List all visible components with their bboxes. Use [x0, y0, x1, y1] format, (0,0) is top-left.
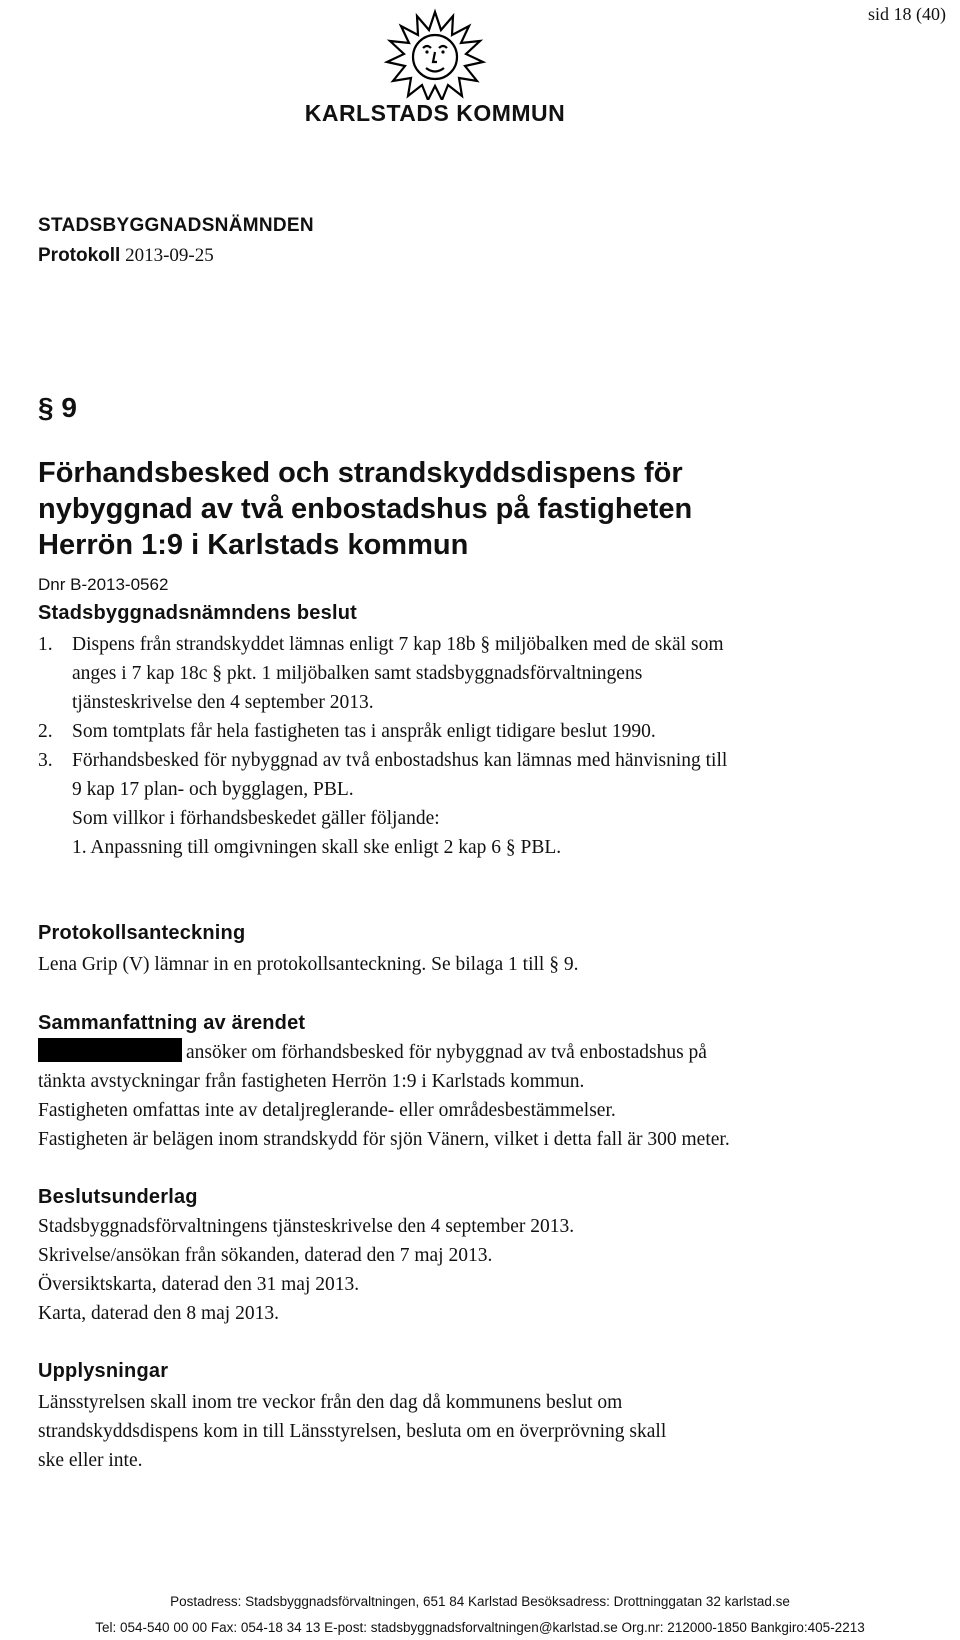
org-name: STADSBYGGNADSNÄMNDEN: [38, 215, 314, 236]
note-heading: Protokollsanteckning: [38, 922, 246, 944]
logo-text: KARLSTADS KOMMUN: [304, 100, 566, 126]
document-title: [38, 455, 918, 563]
summary-heading: Sammanfattning av ärendet: [38, 1012, 306, 1034]
info-text: [38, 1388, 666, 1475]
title-line: Förhandsbesked och strandskyddsdispens för: [38, 457, 683, 489]
list-item: [38, 630, 918, 717]
list-text: anges i 7 kap 18c § pkt. 1 miljöbalken samt stadsbyggnadsförvaltningens: [72, 663, 643, 684]
protocol-label: Protokoll: [38, 245, 121, 266]
basis-line: Skrivelse/ansökan från sökanden, daterad den 7 maj 2013.: [38, 1245, 493, 1266]
list-text: Som tomtplats får hela fastigheten tas i anspråk enligt tidigare beslut 1990.: [72, 721, 656, 742]
summary-line: Fastigheten är belägen inom strandskydd för sjön Vänern, vilket i detta fall är 300 meter.: [38, 1129, 730, 1150]
decision-heading: Stadsbyggnadsnämndens beslut: [38, 602, 357, 624]
list-text: 9 kap 17 plan- och bygglagen, PBL.: [72, 779, 354, 800]
basis-heading: Beslutsunderlag: [38, 1186, 198, 1208]
list-text: Förhandsbesked för nybyggnad av två enbostadshus kan lämnas med hänvisning till: [72, 750, 728, 771]
summary-text: [38, 1038, 938, 1154]
info-heading: Upplysningar: [38, 1360, 169, 1382]
paragraph-sign: § 9: [38, 392, 77, 423]
summary-line: ansöker om förhandsbesked för nybyggnad av två enbostadshus på: [38, 1038, 938, 1067]
summary-line: Fastigheten omfattas inte av detaljreglerande- eller områdesbestämmelser.: [38, 1100, 616, 1121]
protocol-line: [38, 245, 214, 267]
redacted-name: [38, 1038, 182, 1062]
list-text: 1. Anpassning till omgivningen skall ske enligt 2 kap 6 § PBL.: [72, 837, 562, 858]
list-text: Som villkor i förhandsbeskedet gäller följande:: [72, 808, 440, 829]
info-line: ske eller inte.: [38, 1450, 143, 1471]
footer-contact: Tel: 054-540 00 00 Fax: 054-18 34 13 E-post: stadsbyggnadsforvaltningen@karlstad.se Org.nr: 212000-1850 Bankgiro:405-2213: [95, 1620, 865, 1635]
info-line: Länsstyrelsen skall inom tre veckor från den dag då kommunens beslut om: [38, 1392, 623, 1413]
basis-line: Stadsbyggnadsförvaltningens tjänsteskrivelse den 4 september 2013.: [38, 1216, 575, 1237]
list-number: 3.: [38, 750, 53, 771]
note-text: Lena Grip (V) lämnar in en protokollsanteckning. Se bilaga 1 till § 9.: [38, 954, 579, 975]
sun-logo-icon: [380, 8, 490, 100]
title-line: Herrön 1:9 i Karlstads kommun: [38, 529, 469, 561]
list-item: [38, 717, 918, 746]
info-line: strandskyddsdispens kom in till Länsstyrelsen, besluta om en överprövning skall: [38, 1421, 667, 1442]
basis-line: Karta, daterad den 8 maj 2013.: [38, 1303, 279, 1324]
title-line: nybyggnad av två enbostadshus på fastigheten: [38, 493, 693, 525]
logo: [300, 8, 570, 127]
summary-line: tänkta avstyckningar från fastigheten Herrön 1:9 i Karlstads kommun.: [38, 1071, 585, 1092]
list-text: Dispens från strandskyddet lämnas enligt 7 kap 18b § miljöbalken med de skäl som: [72, 634, 724, 655]
decision-list: [38, 630, 918, 862]
list-item: [38, 746, 918, 862]
footer-address: Postadress: Stadsbyggnadsförvaltningen, 651 84 Karlstad Besöksadress: Drottninggatan 32 karlstad.se: [170, 1594, 790, 1609]
basis-line: Översiktskarta, daterad den 31 maj 2013.: [38, 1274, 360, 1295]
protocol-date: 2013-09-25: [125, 245, 214, 266]
basis-list: [38, 1212, 574, 1328]
page-number: sid 18 (40): [868, 4, 946, 24]
dnr: Dnr B-2013-0562: [38, 575, 169, 594]
list-number: 2.: [38, 721, 53, 742]
list-text: tjänsteskrivelse den 4 september 2013.: [72, 692, 374, 713]
list-number: 1.: [38, 634, 53, 655]
